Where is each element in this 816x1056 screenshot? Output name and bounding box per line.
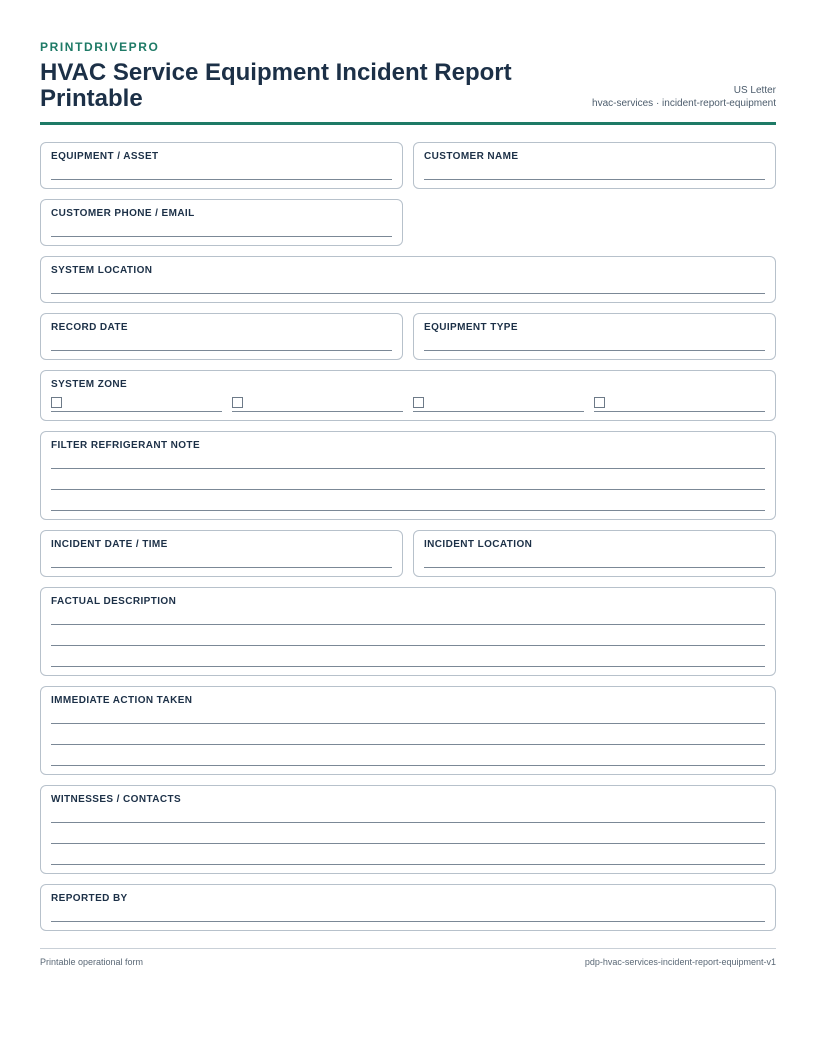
- immediate-action-label: IMMEDIATE ACTION TAKEN: [51, 695, 193, 706]
- system-location-input[interactable]: [51, 277, 765, 294]
- row-4: [40, 313, 776, 360]
- row-6: [40, 431, 776, 520]
- system-location-field: [40, 256, 776, 303]
- customer-phone-email-label: CUSTOMER PHONE / EMAIL: [51, 208, 195, 219]
- filter-refrigerant-note-line-3[interactable]: [51, 490, 765, 511]
- equipment-type-input[interactable]: [424, 334, 765, 351]
- checkbox-icon[interactable]: [232, 397, 243, 408]
- system-zone-label: SYSTEM ZONE: [51, 379, 128, 390]
- record-date-field: [40, 313, 403, 360]
- row-8: [40, 587, 776, 676]
- system-zone-option-3[interactable]: [413, 396, 584, 412]
- filter-refrigerant-note-field: [40, 431, 776, 520]
- equipment-asset-input[interactable]: [51, 163, 392, 180]
- record-date-input[interactable]: [51, 334, 392, 351]
- customer-name-field: [413, 142, 776, 189]
- witnesses-contacts-line-3[interactable]: [51, 844, 765, 865]
- factual-description-line-3[interactable]: [51, 646, 765, 667]
- equipment-asset-field: [40, 142, 403, 189]
- witnesses-contacts-line-2[interactable]: [51, 823, 765, 844]
- checkbox-icon[interactable]: [413, 397, 424, 408]
- form-fields: [40, 142, 776, 931]
- factual-description-label: FACTUAL DESCRIPTION: [51, 596, 177, 607]
- page-footer: [40, 948, 776, 967]
- system-zone-field: [40, 370, 776, 421]
- system-zone-option-1[interactable]: [51, 396, 222, 412]
- filter-refrigerant-note-line-1[interactable]: [51, 452, 765, 469]
- immediate-action-line-1[interactable]: [51, 707, 765, 724]
- witnesses-contacts-label: WITNESSES / CONTACTS: [51, 794, 182, 805]
- incident-date-time-label: INCIDENT DATE / TIME: [51, 539, 168, 550]
- customer-name-input[interactable]: [424, 163, 765, 180]
- header-meta: [592, 84, 776, 112]
- row-5: [40, 370, 776, 421]
- factual-description-field: [40, 587, 776, 676]
- checkbox-icon[interactable]: [51, 397, 62, 408]
- row-9: [40, 686, 776, 775]
- reported-by-input[interactable]: [51, 905, 765, 922]
- customer-phone-email-input[interactable]: [51, 220, 392, 237]
- form-slug: hvac-services · incident-report-equipment: [592, 98, 776, 109]
- row-3: [40, 256, 776, 303]
- system-location-label: SYSTEM LOCATION: [51, 265, 153, 276]
- brand-logo-text: PRINTDRIVEPRO: [40, 40, 160, 54]
- immediate-action-line-3[interactable]: [51, 745, 765, 766]
- system-zone-options: [51, 396, 765, 412]
- row-1: [40, 142, 776, 189]
- system-zone-option-2[interactable]: [232, 396, 403, 412]
- witnesses-contacts-line-1[interactable]: [51, 806, 765, 823]
- row-2: [40, 199, 776, 246]
- form-page: [40, 40, 776, 941]
- factual-description-line-2[interactable]: [51, 625, 765, 646]
- footer-left-text: Printable operational form: [40, 957, 144, 967]
- system-zone-option-4[interactable]: [594, 396, 765, 412]
- equipment-asset-label: EQUIPMENT / ASSET: [51, 151, 159, 162]
- incident-location-label: INCIDENT LOCATION: [424, 539, 533, 550]
- incident-location-input[interactable]: [424, 551, 765, 568]
- reported-by-label: REPORTED BY: [51, 893, 128, 904]
- equipment-type-field: [413, 313, 776, 360]
- immediate-action-line-2[interactable]: [51, 724, 765, 745]
- filter-refrigerant-note-line-2[interactable]: [51, 469, 765, 490]
- immediate-action-field: [40, 686, 776, 775]
- row-10: [40, 785, 776, 874]
- header: [40, 60, 776, 112]
- row-7: [40, 530, 776, 577]
- incident-date-time-input[interactable]: [51, 551, 392, 568]
- filter-refrigerant-note-label: FILTER REFRIGERANT NOTE: [51, 440, 201, 451]
- equipment-type-label: EQUIPMENT TYPE: [424, 322, 518, 333]
- incident-location-field: [413, 530, 776, 577]
- reported-by-field: [40, 884, 776, 931]
- record-date-label: RECORD DATE: [51, 322, 128, 333]
- checkbox-icon[interactable]: [594, 397, 605, 408]
- paper-size: US Letter: [733, 85, 776, 96]
- witnesses-contacts-field: [40, 785, 776, 874]
- customer-phone-email-field: [40, 199, 403, 246]
- header-rule: [40, 122, 776, 125]
- customer-name-label: CUSTOMER NAME: [424, 151, 519, 162]
- factual-description-line-1[interactable]: [51, 608, 765, 625]
- incident-date-time-field: [40, 530, 403, 577]
- footer-form-id: pdp-hvac-services-incident-report-equipment-v1: [584, 957, 776, 967]
- page-title: HVAC Service Equipment Incident Report Printable: [40, 59, 512, 112]
- row-11: [40, 884, 776, 931]
